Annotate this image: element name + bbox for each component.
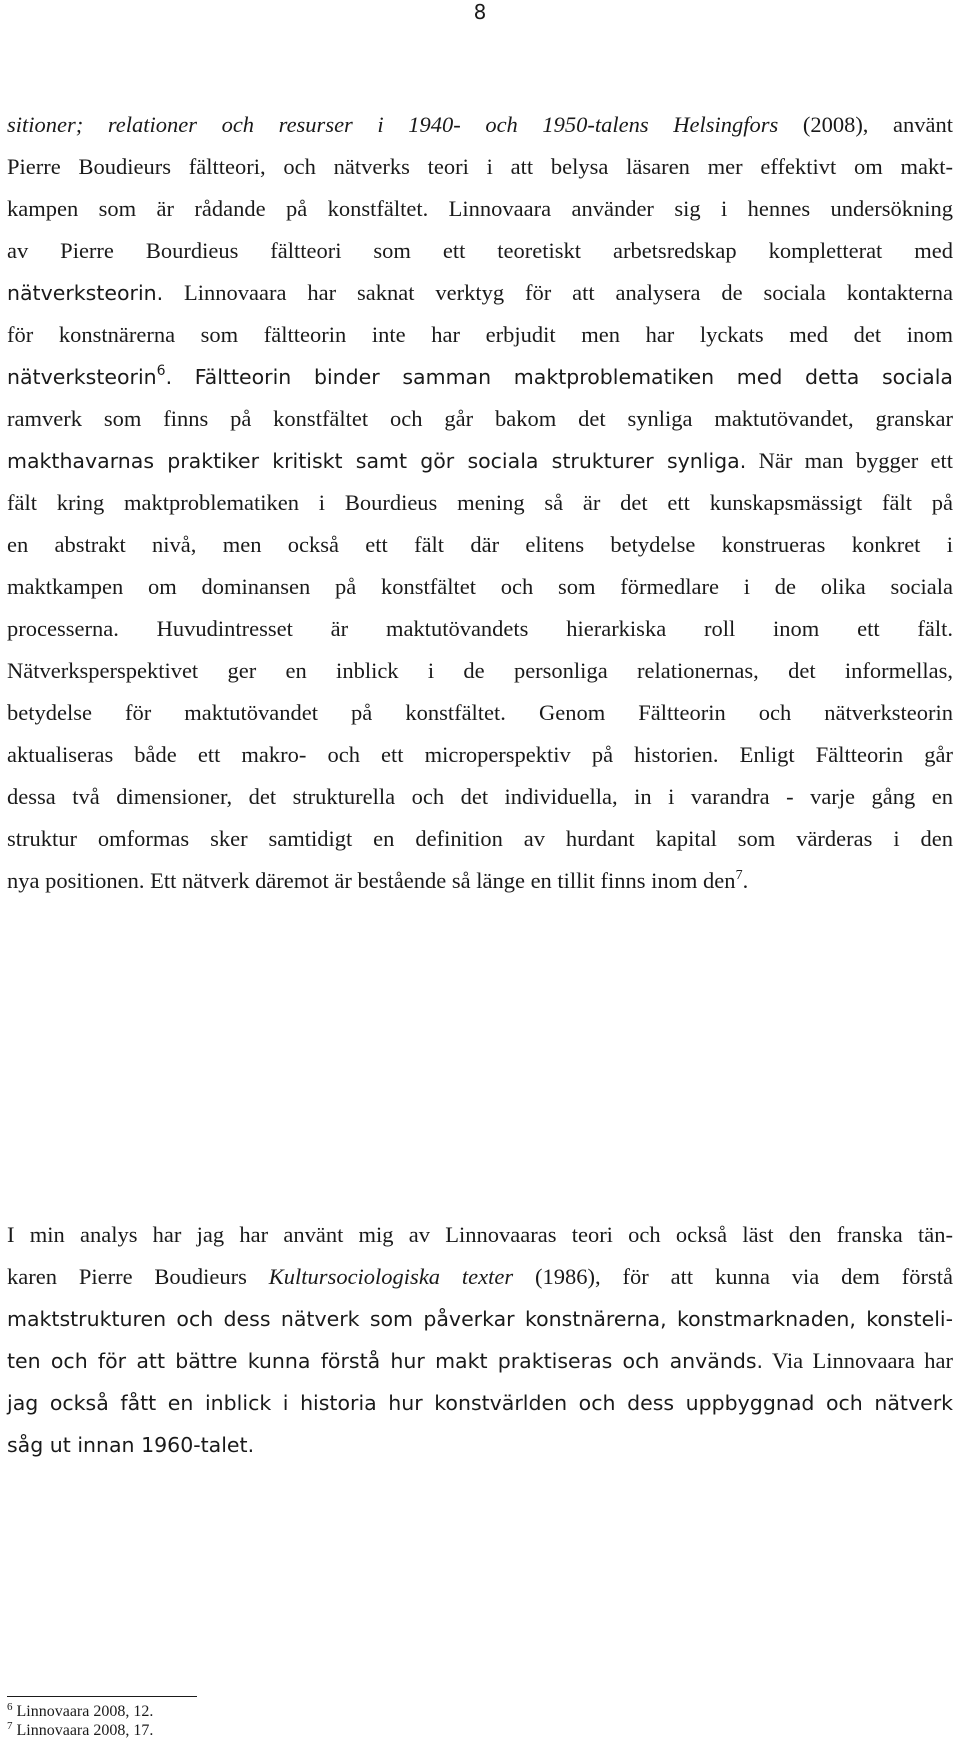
text-line: en abstrakt nivå, men också ett fält där elitens betydelse konstrueras konkret i [7,532,953,557]
footnote-text: Linnovaara 2008, 12. [12,1703,154,1720]
text-span: makthavarnas praktiker kritiskt samt gör sociala strukturer synliga. [7,449,747,473]
body-paragraph-1 [7,104,953,902]
text-line [7,104,953,146]
text-line: dessa två dimensioner, det strukturella och det individuella, in i varandra - varje gång en [7,784,953,809]
text-span: . Fältteorin binder samman maktproblematiken med detta sociala [165,365,953,389]
text-line: Nätverksperspektivet ger en inblick i de personliga relationernas, det informellas, [7,658,953,683]
footnote-mark: 7 [7,1720,13,1732]
text-line: av Pierre Bourdieus fältteori som ett teoretiskt arbetsredskap kompletterat med [7,238,953,263]
footnotes [7,1702,153,1740]
footnote-ref-6[interactable]: 6 [156,363,166,379]
text-span: När man bygger ett [746,448,954,473]
text-line: betydelse för maktutövandet på konstfältet. Genom Fältteorin och nätverksteorin [7,700,953,725]
footnote-6 [7,1702,153,1721]
text-line: I min analys har jag har använt mig av Linnovaaras teori och också läst den franska tän- [7,1222,953,1247]
body-paragraph-2 [7,1214,953,1466]
text-line: fält kring maktproblematiken i Bourdieus mening så är det ett kunskapsmässigt fält på [7,490,953,515]
text-line [7,356,953,398]
text-span: . [742,868,749,893]
footnote-7 [7,1721,153,1740]
text-line: maktstrukturen och dess nätverk som påverkar konstnärerna, konstmarknaden, konsteli- [7,1307,953,1331]
text-line [7,860,953,902]
text-line: maktkampen om dominansen på konstfältet och som förmedlare i de olika sociala [7,574,953,599]
text-line: kampen som är rådande på konstfältet. Linnovaara använder sig i hennes undersökning [7,196,953,221]
text-span: (1986), för att kunna via dem förstå [513,1264,953,1289]
text-span: Linnovaara har saknat verktyg för att analysera de sociala kontakterna [163,280,953,305]
page-number: 8 [473,0,487,24]
text-line: aktualiseras både ett makro- och ett microperspektiv på historien. Enligt Fältteorin går [7,742,953,767]
text-line: såg ut innan 1960-talet. [7,1433,255,1457]
text-line [7,1256,953,1298]
book-title: Kultursociologiska texter [268,1264,514,1289]
text-span: Via Linnovaara har [763,1348,953,1373]
footnote-ref-7[interactable]: 7 [735,868,743,883]
text-line [7,1340,953,1382]
text-line: processerna. Huvudintresset är maktutövandets hierarkiska roll inom ett fält. [7,616,953,641]
footnote-text: Linnovaara 2008, 17. [12,1722,154,1739]
text-line: ramverk som finns på konstfältet och går bakom det synliga maktutövandet, granskar [7,406,953,431]
text-span: nätverksteorin [7,365,157,389]
text-span: ten och för att bättre kunna förstå hur makt praktiseras och används. [7,1349,764,1373]
text-span: karen Pierre Boudieurs [7,1264,269,1289]
text-line: för konstnärerna som fältteorin inte har erbjudit men har lyckats med det inom [7,322,953,347]
book-title: sitioner; relationer och resurser i 1940- och 1950-talens Helsingfors [7,112,779,137]
text-line: Pierre Boudieurs fältteori, och nätverks teori i att belysa läsaren mer effektivt om makt- [7,154,953,179]
text-span: (2008), använt [778,112,953,137]
text-span: nätverksteorin. [7,281,164,305]
text-line [7,272,953,314]
text-line: struktur omformas sker samtidigt en definition av hurdant kapital som värderas i den [7,826,953,851]
text-line: jag också fått en inblick i historia hur konstvärlden och dess uppbyggnad och nätverk [7,1391,953,1415]
text-span: nya positionen. Ett nätverk däremot är bestående så länge en tillit finns inom den [7,868,736,893]
text-line [7,440,953,482]
footnote-mark: 6 [7,1701,13,1713]
footnote-separator [7,1696,197,1697]
